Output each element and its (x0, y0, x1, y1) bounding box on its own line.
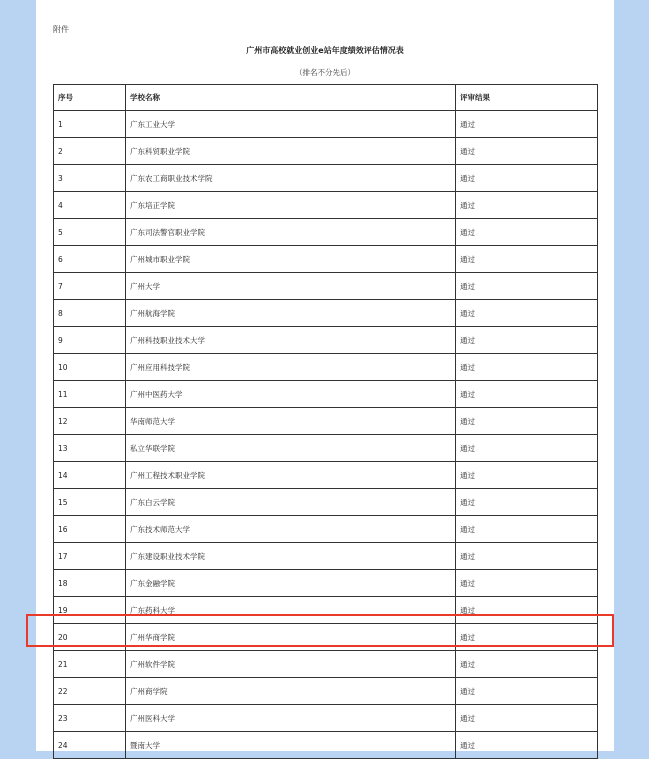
result-cell: 通过 (456, 516, 598, 543)
row-number-cell: 18 (54, 570, 126, 597)
school-name-cell: 广东司法警官职业学院 (126, 219, 456, 246)
result-cell: 通过 (456, 705, 598, 732)
table-row (54, 192, 598, 219)
document-page (36, 0, 614, 751)
result-cell: 通过 (456, 165, 598, 192)
result-cell: 通过 (456, 597, 598, 624)
result-cell: 通过 (456, 138, 598, 165)
table-row (54, 570, 598, 597)
row-number-cell: 20 (54, 624, 126, 651)
result-cell: 通过 (456, 678, 598, 705)
result-cell: 通过 (456, 435, 598, 462)
school-name-cell: 广东金融学院 (126, 570, 456, 597)
school-name-cell: 广东技术师范大学 (126, 516, 456, 543)
table-row (54, 408, 598, 435)
result-cell: 通过 (456, 192, 598, 219)
row-number-cell: 9 (54, 327, 126, 354)
table-row (54, 597, 598, 624)
row-number-cell: 19 (54, 597, 126, 624)
result-cell: 通过 (456, 300, 598, 327)
row-number-cell: 2 (54, 138, 126, 165)
school-name-cell: 广东科贸职业学院 (126, 138, 456, 165)
table-row (54, 165, 598, 192)
table-row (54, 516, 598, 543)
row-number-cell: 11 (54, 381, 126, 408)
row-number-cell: 24 (54, 732, 126, 759)
school-name-cell: 广州中医药大学 (126, 381, 456, 408)
school-name-cell: 暨南大学 (126, 732, 456, 759)
row-number-cell: 15 (54, 489, 126, 516)
result-cell: 通过 (456, 111, 598, 138)
result-cell: 通过 (456, 327, 598, 354)
results-table (53, 84, 598, 759)
row-number-cell: 1 (54, 111, 126, 138)
table-row (54, 111, 598, 138)
result-cell: 通过 (456, 462, 598, 489)
table-row (54, 732, 598, 759)
table-row (54, 489, 598, 516)
row-number-cell: 14 (54, 462, 126, 489)
row-number-cell: 8 (54, 300, 126, 327)
row-number-cell: 23 (54, 705, 126, 732)
table-row (54, 219, 598, 246)
row-number-cell: 5 (54, 219, 126, 246)
result-cell: 通过 (456, 246, 598, 273)
table-row (54, 300, 598, 327)
table-row (54, 246, 598, 273)
table-row (54, 678, 598, 705)
row-number-cell: 21 (54, 651, 126, 678)
result-cell: 通过 (456, 489, 598, 516)
row-number-cell: 6 (54, 246, 126, 273)
school-name-cell: 私立华联学院 (126, 435, 456, 462)
result-cell: 通过 (456, 273, 598, 300)
result-cell: 通过 (456, 732, 598, 759)
document-title: 广州市高校就业创业e站年度绩效评估情况表 (246, 46, 404, 55)
document-subtitle: （排名不分先后） (295, 68, 355, 77)
table-row (54, 624, 598, 651)
school-name-cell: 广东培正学院 (126, 192, 456, 219)
result-cell: 通过 (456, 570, 598, 597)
school-name-cell: 广州大学 (126, 273, 456, 300)
header-result: 评审结果 (456, 85, 598, 111)
table-row (54, 543, 598, 570)
result-cell: 通过 (456, 408, 598, 435)
table-row (54, 705, 598, 732)
table-row (54, 327, 598, 354)
school-name-cell: 广州城市职业学院 (126, 246, 456, 273)
table-row (54, 651, 598, 678)
school-name-cell: 广东建设职业技术学院 (126, 543, 456, 570)
school-name-cell: 广东白云学院 (126, 489, 456, 516)
school-name-cell: 广东农工商职业技术学院 (126, 165, 456, 192)
header-number: 序号 (54, 85, 126, 111)
school-name-cell: 广州工程技术职业学院 (126, 462, 456, 489)
result-cell: 通过 (456, 624, 598, 651)
result-cell: 通过 (456, 543, 598, 570)
table-row (54, 273, 598, 300)
school-name-cell: 广东药科大学 (126, 597, 456, 624)
row-number-cell: 12 (54, 408, 126, 435)
result-cell: 通过 (456, 354, 598, 381)
school-name-cell: 广州软件学院 (126, 651, 456, 678)
school-name-cell: 华南师范大学 (126, 408, 456, 435)
result-cell: 通过 (456, 651, 598, 678)
result-cell: 通过 (456, 381, 598, 408)
row-number-cell: 16 (54, 516, 126, 543)
table-row (54, 435, 598, 462)
attachment-label: 附件 (53, 25, 69, 34)
row-number-cell: 22 (54, 678, 126, 705)
header-school-name: 学校名称 (126, 85, 456, 111)
school-name-cell: 广州华商学院 (126, 624, 456, 651)
row-number-cell: 4 (54, 192, 126, 219)
table-header-row (54, 85, 598, 111)
table-row (54, 381, 598, 408)
school-name-cell: 广州商学院 (126, 678, 456, 705)
school-name-cell: 广州应用科技学院 (126, 354, 456, 381)
table-row (54, 138, 598, 165)
school-name-cell: 广州航海学院 (126, 300, 456, 327)
school-name-cell: 广东工业大学 (126, 111, 456, 138)
school-name-cell: 广州医科大学 (126, 705, 456, 732)
table-row (54, 354, 598, 381)
row-number-cell: 17 (54, 543, 126, 570)
row-number-cell: 13 (54, 435, 126, 462)
row-number-cell: 3 (54, 165, 126, 192)
row-number-cell: 10 (54, 354, 126, 381)
table-row (54, 462, 598, 489)
school-name-cell: 广州科技职业技术大学 (126, 327, 456, 354)
row-number-cell: 7 (54, 273, 126, 300)
result-cell: 通过 (456, 219, 598, 246)
